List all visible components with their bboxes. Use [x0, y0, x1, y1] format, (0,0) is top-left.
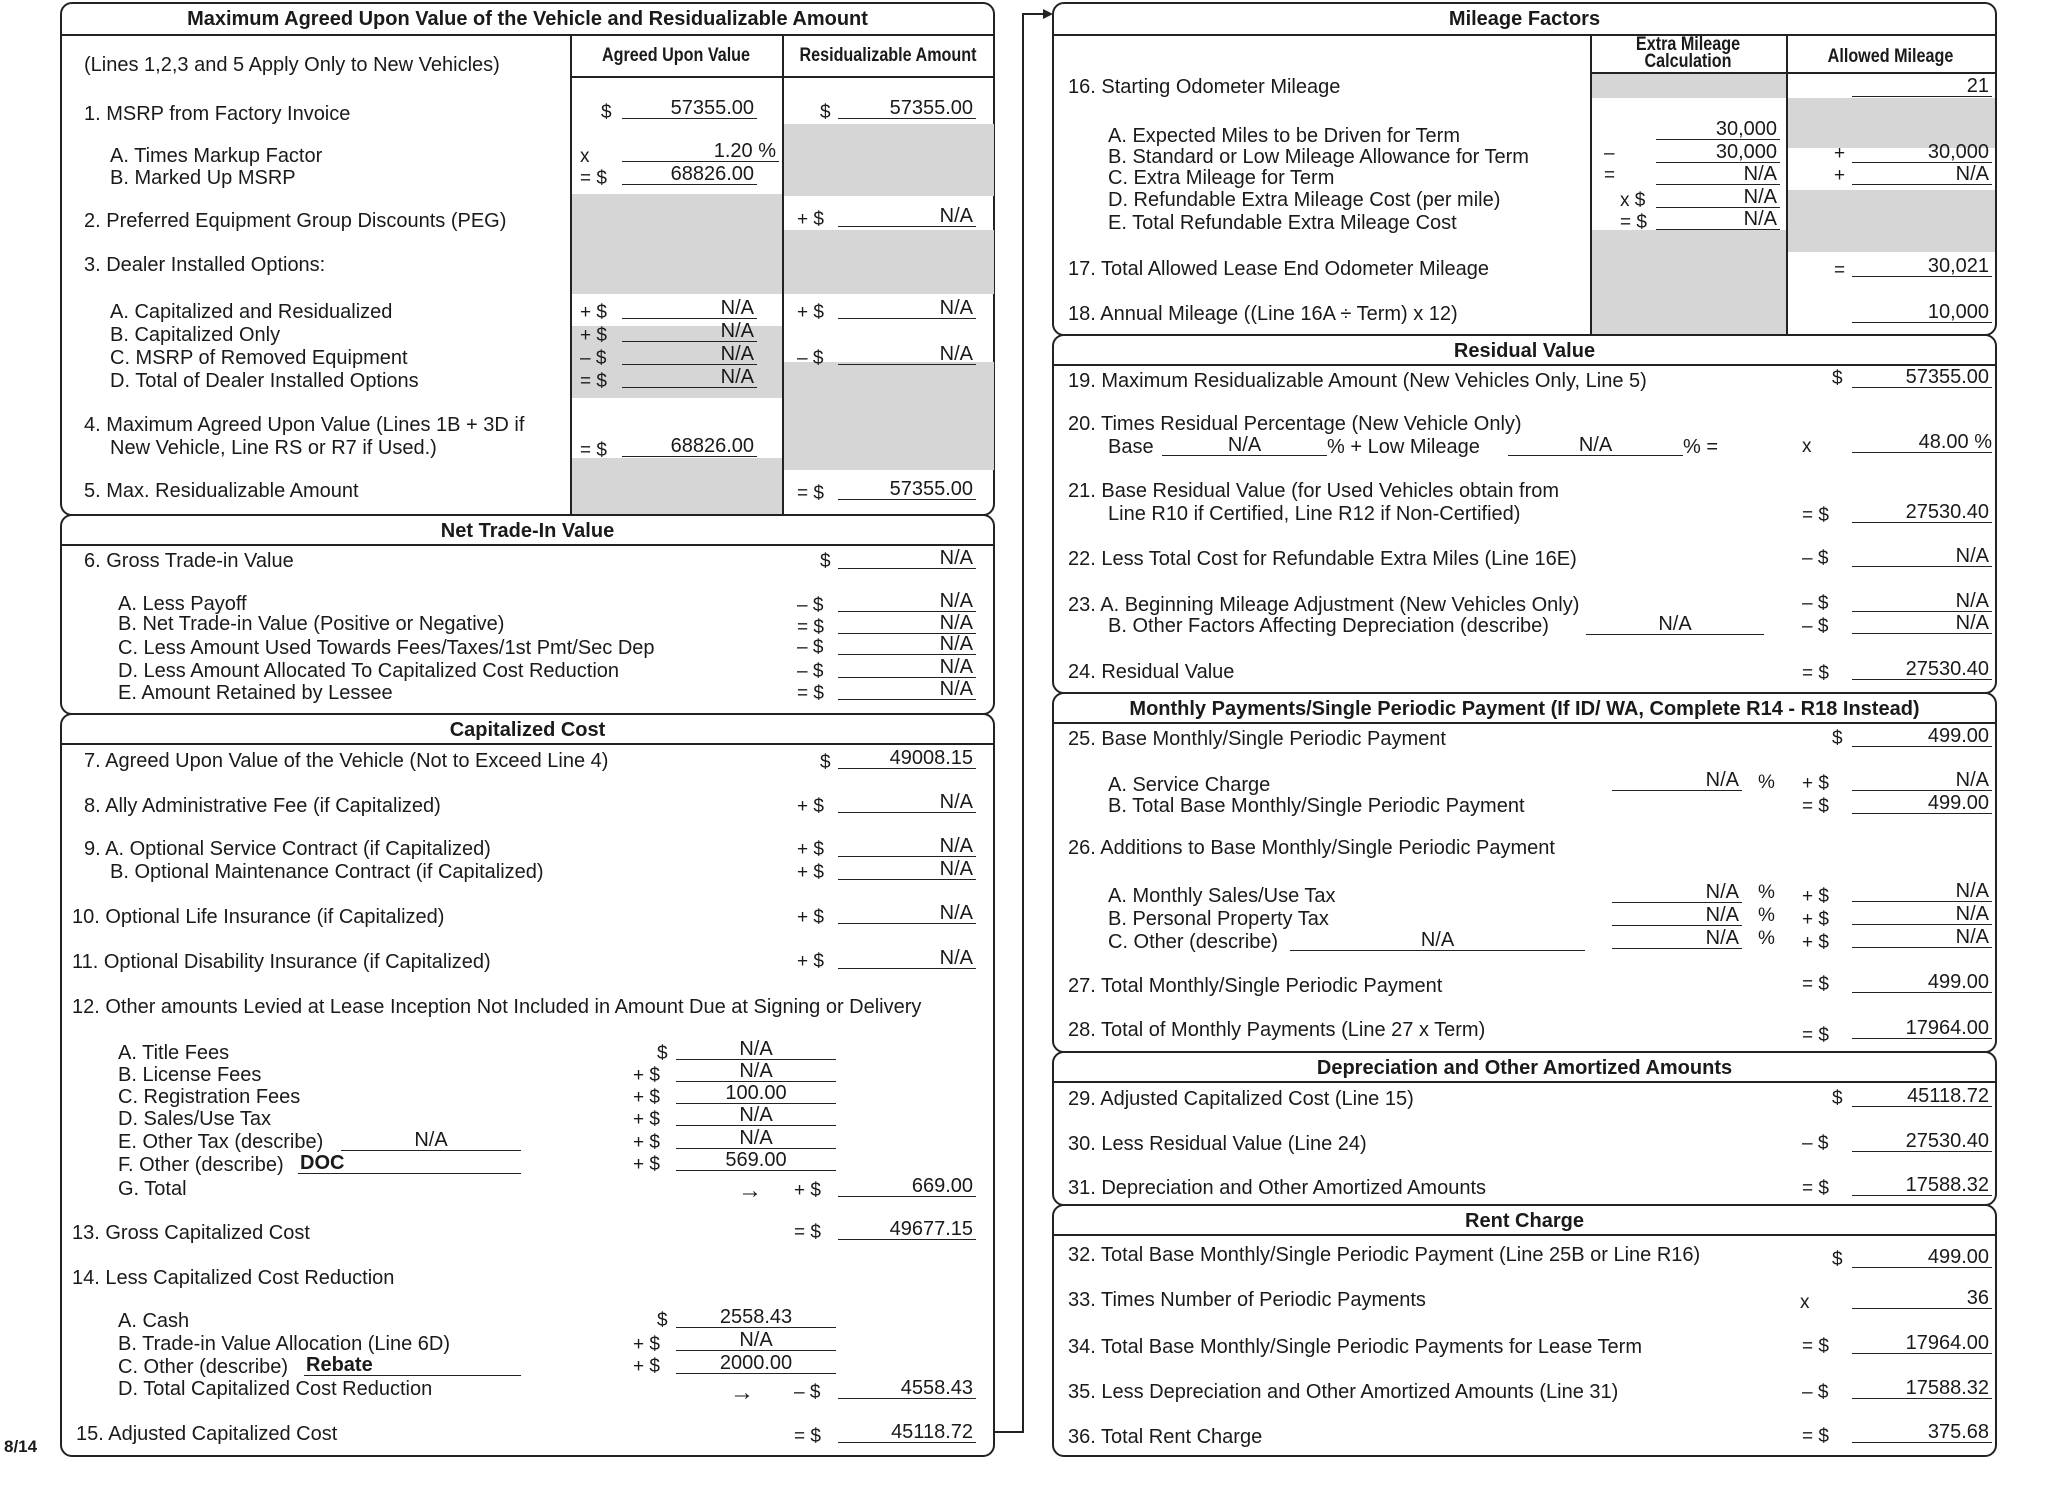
- op-times: x: [1800, 1292, 1810, 1313]
- line-20-field[interactable]: 48.00 %: [1852, 432, 1992, 453]
- line-33-label: 33. Times Number of Periodic Payments: [1068, 1289, 1426, 1311]
- note-new-vehicles: (Lines 1,2,3 and 5 Apply Only to New Vehicles): [84, 54, 500, 76]
- section-rent-charge: [1052, 1204, 1997, 1457]
- line-3-label: 3. Dealer Installed Options:: [84, 254, 326, 276]
- op-plus-dollar: + $: [580, 302, 607, 323]
- line-16c-label: C. Extra Mileage for Term: [1108, 167, 1335, 189]
- op-eq-dollar: = $: [797, 683, 824, 704]
- line-23b-describe-field[interactable]: N/A: [1586, 614, 1764, 635]
- line-14c-label: C. Other (describe): [118, 1356, 289, 1378]
- line-12f-describe-field[interactable]: DOC: [298, 1153, 521, 1174]
- line-1a-label: A. Times Markup Factor: [110, 145, 323, 167]
- line-31-field[interactable]: 17588.32: [1852, 1175, 1992, 1196]
- line-30-field[interactable]: 27530.40: [1852, 1131, 1992, 1152]
- line-34-label: 34. Total Base Monthly/Single Periodic Payments for Lease Term: [1068, 1336, 1643, 1358]
- op-minus: –: [1604, 143, 1615, 164]
- line-3a-agreed-field[interactable]: N/A: [622, 298, 757, 319]
- line-1a-field[interactable]: 1.20 %: [622, 141, 779, 162]
- op-minus-dollar: – $: [797, 595, 824, 616]
- op-minus-dollar: – $: [1802, 1382, 1829, 1403]
- op-dollar: $: [1832, 1088, 1843, 1109]
- line-10-field[interactable]: N/A: [838, 903, 976, 924]
- line-6-label: 6. Gross Trade-in Value: [84, 550, 294, 572]
- line-12g-field[interactable]: 669.00: [838, 1176, 976, 1197]
- line-25a-field[interactable]: N/A: [1852, 770, 1992, 791]
- op-eq-dollar: = $: [794, 1222, 821, 1243]
- line-4-label: 4. Maximum Agreed Upon Value (Lines 1B + 3D if: [84, 414, 525, 436]
- line-29-field[interactable]: 45118.72: [1852, 1086, 1992, 1107]
- op-minus-dollar: – $: [794, 1382, 821, 1403]
- line-3b-label: B. Capitalized Only: [110, 324, 281, 346]
- line-29-label: 29. Adjusted Capitalized Cost (Line 15): [1068, 1088, 1414, 1110]
- op-plus: +: [1834, 165, 1846, 186]
- line-34-field[interactable]: 17964.00: [1852, 1333, 1992, 1354]
- line-9a-field[interactable]: N/A: [838, 836, 976, 857]
- line-14a-field[interactable]: 2558.43: [676, 1307, 836, 1328]
- line-12g-label: G. Total: [118, 1178, 187, 1200]
- line-12c-field[interactable]: 100.00: [676, 1083, 836, 1104]
- op-plus-dollar: + $: [633, 1065, 660, 1086]
- line-26c-describe-field[interactable]: N/A: [1290, 930, 1585, 951]
- line-26c-label: C. Other (describe): [1108, 931, 1279, 953]
- op-plus-dollar: + $: [1802, 932, 1829, 953]
- section-title: Net Trade-In Value: [440, 520, 615, 542]
- line-16-label: 16. Starting Odometer Mileage: [1068, 76, 1341, 98]
- line-25b-label: B. Total Base Monthly/Single Periodic Payment: [1108, 795, 1525, 817]
- line-26c-pct-field[interactable]: N/A: [1612, 928, 1742, 949]
- line-27-field[interactable]: 499.00: [1852, 972, 1992, 993]
- line-23a-label: 23. A. Beginning Mileage Adjustment (New Vehicles Only): [1068, 594, 1580, 616]
- line-33-field[interactable]: 36: [1852, 1288, 1992, 1309]
- line-31-label: 31. Depreciation and Other Amortized Amounts: [1068, 1177, 1487, 1199]
- line-21-field[interactable]: 27530.40: [1852, 502, 1992, 523]
- line-25a-label: A. Service Charge: [1108, 774, 1271, 796]
- op-plus-dollar: + $: [797, 302, 824, 323]
- op-eq-dollar: = $: [580, 371, 607, 392]
- section-title: Maximum Agreed Upon Value of the Vehicle and Residualizable Amount: [187, 8, 868, 30]
- line-1b-field[interactable]: 68826.00: [622, 164, 757, 185]
- line-12b-field[interactable]: N/A: [676, 1061, 836, 1082]
- line-25b-field[interactable]: 499.00: [1852, 793, 1992, 814]
- line-6b-label: B. Net Trade-in Value (Positive or Negative): [118, 613, 505, 635]
- line-3d-label: D. Total of Dealer Installed Options: [110, 370, 419, 392]
- op-pct: %: [1758, 905, 1775, 926]
- line-14b-label: B. Trade-in Value Allocation (Line 6D): [118, 1333, 451, 1355]
- section-title: Depreciation and Other Amortized Amounts: [1316, 1057, 1733, 1079]
- line-5-label: 5. Max. Residualizable Amount: [84, 480, 359, 502]
- line-28-field[interactable]: 17964.00: [1852, 1018, 1992, 1039]
- op-pct: %: [1758, 772, 1775, 793]
- section-title: Capitalized Cost: [449, 719, 606, 741]
- op-eq-dollar: = $: [1802, 1426, 1829, 1447]
- line-12e-field[interactable]: N/A: [676, 1128, 836, 1149]
- op-minus-dollar: – $: [797, 637, 824, 658]
- line-15-field[interactable]: 45118.72: [838, 1422, 976, 1443]
- op-plus-dollar: + $: [1802, 773, 1829, 794]
- line-26a-field[interactable]: N/A: [1852, 881, 1992, 902]
- line-1-label: 1. MSRP from Factory Invoice: [84, 103, 351, 125]
- line-12b-label: B. License Fees: [118, 1064, 262, 1086]
- op-plus-dollar: + $: [633, 1356, 660, 1377]
- line-20-label: 20. Times Residual Percentage (New Vehicle Only): [1068, 413, 1522, 435]
- op-dollar: $: [820, 551, 831, 572]
- line-24-label: 24. Residual Value: [1068, 661, 1235, 683]
- line-3a-label: A. Capitalized and Residualized: [110, 301, 393, 323]
- line-22-field[interactable]: N/A: [1852, 546, 1992, 567]
- op-dollar: $: [657, 1043, 668, 1064]
- op-pct: %: [1758, 882, 1775, 903]
- line-12-label: 12. Other amounts Levied at Lease Inception Not Included in Amount Due at Signing or Delivery: [72, 996, 922, 1018]
- line-3a-resid-field[interactable]: N/A: [838, 298, 976, 319]
- op-dollar: $: [1832, 1249, 1843, 1270]
- line-26a-pct-field[interactable]: N/A: [1612, 882, 1742, 903]
- line-20-pct-eq: % =: [1683, 436, 1719, 458]
- line-12a-field[interactable]: N/A: [676, 1039, 836, 1060]
- op-minus-dollar: – $: [1802, 593, 1829, 614]
- op-plus-dollar: + $: [794, 1180, 821, 1201]
- section-title: Rent Charge: [1465, 1210, 1584, 1232]
- line-6c-label: C. Less Amount Used Towards Fees/Taxes/1st Pmt/Sec Dep: [118, 637, 655, 659]
- line-16d-label: D. Refundable Extra Mileage Cost (per mile): [1108, 189, 1501, 211]
- line-4-label-cont: New Vehicle, Line RS or R7 if Used.): [110, 437, 437, 459]
- line-16e-extra-field[interactable]: N/A: [1656, 209, 1780, 230]
- line-23a-field[interactable]: N/A: [1852, 591, 1992, 612]
- op-plus-dollar: + $: [1802, 886, 1829, 907]
- line-10-label: 10. Optional Life Insurance (if Capitalized): [72, 906, 445, 928]
- line-26c-field[interactable]: N/A: [1852, 927, 1992, 948]
- op-minus-dollar: – $: [1802, 616, 1829, 637]
- line-35-label: 35. Less Depreciation and Other Amortized Amounts (Line 31): [1068, 1381, 1619, 1403]
- op-eq-dollar: = $: [1620, 212, 1647, 233]
- op-eq-dollar: = $: [1802, 1336, 1829, 1357]
- column-header-extra-mileage: Extra Mileage Calculation: [1635, 34, 1741, 72]
- line-36-label: 36. Total Rent Charge: [1068, 1426, 1263, 1448]
- line-11-field[interactable]: N/A: [838, 948, 976, 969]
- op-dollar: $: [820, 102, 831, 123]
- line-5-resid-field[interactable]: 57355.00: [838, 479, 976, 500]
- op-eq: =: [1834, 260, 1846, 281]
- line-1-resid-field[interactable]: 57355.00: [838, 98, 976, 119]
- line-3c-resid-field[interactable]: N/A: [838, 344, 976, 365]
- op-times: x: [580, 146, 590, 167]
- line-12d-label: D. Sales/Use Tax: [118, 1108, 272, 1130]
- line-1b-label: B. Marked Up MSRP: [110, 167, 296, 189]
- line-20-low-field[interactable]: N/A: [1508, 435, 1683, 456]
- line-6d-label: D. Less Amount Allocated To Capitalized Cost Reduction: [118, 660, 620, 682]
- line-16e-label: E. Total Refundable Extra Mileage Cost: [1108, 212, 1457, 234]
- line-16d-extra-field[interactable]: N/A: [1656, 187, 1780, 208]
- line-6e-label: E. Amount Retained by Lessee: [118, 682, 393, 704]
- line-28-label: 28. Total of Monthly Payments (Line 27 x Term): [1068, 1019, 1486, 1041]
- line-18-label: 18. Annual Mileage ((Line 16A ÷ Term) x 12): [1068, 303, 1458, 325]
- line-16b-allowed-field[interactable]: 30,000: [1852, 142, 1992, 163]
- line-22-label: 22. Less Total Cost for Refundable Extra Miles (Line 16E): [1068, 548, 1577, 570]
- op-plus-dollar: + $: [1802, 909, 1829, 930]
- line-12f-field[interactable]: 569.00: [676, 1150, 836, 1171]
- line-19-field[interactable]: 57355.00: [1852, 367, 1992, 388]
- column-header-allowed-mileage: Allowed Mileage: [1827, 46, 1954, 67]
- op-minus-dollar: – $: [1802, 548, 1829, 569]
- op-pct: %: [1758, 928, 1775, 949]
- op-plus-dollar: + $: [580, 325, 607, 346]
- line-1-agreed-field[interactable]: 57355.00: [622, 98, 757, 119]
- op-plus-dollar: + $: [797, 907, 824, 928]
- page-number: 8/14: [4, 1437, 38, 1456]
- section-title: Monthly Payments/Single Periodic Payment (If ID/ WA, Complete R14 - R18 Instead): [1129, 698, 1920, 720]
- op-minus-dollar: – $: [1802, 1133, 1829, 1154]
- op-plus-dollar: + $: [633, 1109, 660, 1130]
- line-4-agreed-field[interactable]: 68826.00: [622, 436, 757, 457]
- line-25-label: 25. Base Monthly/Single Periodic Payment: [1068, 728, 1446, 750]
- line-23b-label: B. Other Factors Affecting Depreciation (describe): [1108, 615, 1549, 637]
- line-12c-label: C. Registration Fees: [118, 1086, 301, 1108]
- line-6e-field[interactable]: N/A: [838, 679, 976, 700]
- line-8-field[interactable]: N/A: [838, 792, 976, 813]
- line-8-label: 8. Ally Administrative Fee (if Capitalized): [84, 795, 441, 817]
- op-minus-dollar: – $: [797, 348, 824, 369]
- line-14c-describe-field[interactable]: Rebate: [304, 1355, 521, 1376]
- line-36-field[interactable]: 375.68: [1852, 1422, 1992, 1443]
- line-16a-label: A. Expected Miles to be Driven for Term: [1108, 125, 1460, 147]
- line-26b-pct-field[interactable]: N/A: [1612, 905, 1742, 926]
- line-3c-agreed-field[interactable]: N/A: [622, 344, 757, 365]
- op-minus-dollar: – $: [797, 661, 824, 682]
- op-minus-dollar: – $: [580, 348, 607, 369]
- line-26a-label: A. Monthly Sales/Use Tax: [1108, 885, 1336, 907]
- op-plus-dollar: + $: [797, 796, 824, 817]
- op-eq-dollar: = $: [797, 483, 824, 504]
- line-32-label: 32. Total Base Monthly/Single Periodic Payment (Line 25B or Line R16): [1068, 1244, 1701, 1266]
- op-x-dollar: x $: [1620, 190, 1646, 211]
- line-16-allowed-field[interactable]: 21: [1852, 76, 1992, 97]
- line-13-field[interactable]: 49677.15: [838, 1219, 976, 1240]
- line-26b-field[interactable]: N/A: [1852, 904, 1992, 925]
- line-16b-label: B. Standard or Low Mileage Allowance for Term: [1108, 146, 1529, 168]
- op-plus-dollar: + $: [797, 862, 824, 883]
- line-12a-label: A. Title Fees: [118, 1042, 230, 1064]
- line-3c-label: C. MSRP of Removed Equipment: [110, 347, 408, 369]
- line-9a-label: 9. A. Optional Service Contract (if Capitalized): [84, 838, 491, 860]
- line-7-label: 7. Agreed Upon Value of the Vehicle (Not to Exceed Line 4): [84, 750, 609, 772]
- op-dollar: $: [820, 752, 831, 773]
- op-plus-dollar: + $: [797, 951, 824, 972]
- line-12e-describe-field[interactable]: N/A: [341, 1130, 521, 1151]
- line-7-field[interactable]: 49008.15: [838, 748, 976, 769]
- line-27-label: 27. Total Monthly/Single Periodic Payment: [1068, 975, 1443, 997]
- line-6b-field[interactable]: N/A: [838, 613, 976, 634]
- line-20-low-label: % + Low Mileage: [1327, 436, 1480, 458]
- op-eq-dollar: = $: [1802, 505, 1829, 526]
- line-20-base-label: Base: [1108, 436, 1154, 458]
- line-20-base-field[interactable]: N/A: [1162, 435, 1327, 456]
- op-eq: =: [1604, 165, 1616, 186]
- line-24-field[interactable]: 27530.40: [1852, 659, 1992, 680]
- op-eq-dollar: = $: [580, 168, 607, 189]
- arrow-icon: →: [730, 1379, 754, 1406]
- op-plus-dollar: + $: [797, 209, 824, 230]
- op-eq-dollar: = $: [1802, 663, 1829, 684]
- line-11-label: 11. Optional Disability Insurance (if Capitalized): [72, 951, 491, 973]
- op-eq-dollar: = $: [1802, 1178, 1829, 1199]
- op-eq-dollar: = $: [794, 1426, 821, 1447]
- line-35-field[interactable]: 17588.32: [1852, 1378, 1992, 1399]
- line-3b-agreed-field[interactable]: N/A: [622, 321, 757, 342]
- line-23b-field[interactable]: N/A: [1852, 613, 1992, 634]
- line-13-label: 13. Gross Capitalized Cost: [72, 1222, 310, 1244]
- column-header-residualizable: Residualizable Amount: [799, 45, 977, 66]
- line-32-field[interactable]: 499.00: [1852, 1247, 1992, 1268]
- line-12f-label: F. Other (describe): [118, 1154, 284, 1176]
- line-15-label: 15. Adjusted Capitalized Cost: [76, 1423, 338, 1445]
- line-25-field[interactable]: 499.00: [1852, 726, 1992, 747]
- line-6a-field[interactable]: N/A: [838, 591, 976, 612]
- line-16c-allowed-field[interactable]: N/A: [1852, 164, 1992, 185]
- line-19-label: 19. Maximum Residualizable Amount (New Vehicles Only, Line 5): [1068, 370, 1647, 392]
- line-14c-field[interactable]: 2000.00: [676, 1353, 836, 1374]
- section-title: Mileage Factors: [1448, 8, 1601, 30]
- line-26b-label: B. Personal Property Tax: [1108, 908, 1329, 930]
- line-21-label: 21. Base Residual Value (for Used Vehicles obtain from: [1068, 480, 1560, 502]
- line-17-allowed-field[interactable]: 30,021: [1852, 256, 1992, 277]
- line-6c-field[interactable]: N/A: [838, 634, 976, 655]
- line-14-label: 14. Less Capitalized Cost Reduction: [72, 1267, 395, 1289]
- line-6-field[interactable]: N/A: [838, 548, 976, 569]
- line-26-label: 26. Additions to Base Monthly/Single Periodic Payment: [1068, 837, 1555, 859]
- op-plus-dollar: + $: [633, 1154, 660, 1175]
- line-14b-field[interactable]: N/A: [676, 1330, 836, 1351]
- line-12d-field[interactable]: N/A: [676, 1105, 836, 1126]
- column-header-agreed: Agreed Upon Value: [601, 45, 751, 66]
- line-6a-label: A. Less Payoff: [118, 593, 247, 615]
- line-14d-field[interactable]: 4558.43: [838, 1378, 976, 1399]
- op-dollar: $: [657, 1310, 668, 1331]
- op-plus-dollar: + $: [633, 1132, 660, 1153]
- line-2-resid-field[interactable]: N/A: [838, 206, 976, 227]
- op-plus: +: [1834, 143, 1846, 164]
- line-6d-field[interactable]: N/A: [838, 657, 976, 678]
- line-18-allowed-field[interactable]: 10,000: [1852, 302, 1992, 323]
- op-eq-dollar: = $: [1802, 974, 1829, 995]
- line-16b-extra-field[interactable]: 30,000: [1656, 142, 1780, 163]
- op-dollar: $: [1832, 728, 1843, 749]
- op-eq-dollar: = $: [580, 440, 607, 461]
- line-14d-label: D. Total Capitalized Cost Reduction: [118, 1378, 433, 1400]
- line-12e-label: E. Other Tax (describe): [118, 1131, 324, 1153]
- line-3d-agreed-field[interactable]: N/A: [622, 367, 757, 388]
- line-25a-pct-field[interactable]: N/A: [1612, 770, 1742, 791]
- op-plus-dollar: + $: [797, 839, 824, 860]
- line-9b-field[interactable]: N/A: [838, 859, 976, 880]
- op-eq-dollar: = $: [1802, 796, 1829, 817]
- line-16c-extra-field[interactable]: N/A: [1656, 164, 1780, 185]
- op-eq-dollar: = $: [797, 617, 824, 638]
- arrow-icon: →: [738, 1177, 762, 1204]
- line-30-label: 30. Less Residual Value (Line 24): [1068, 1133, 1367, 1155]
- line-17-label: 17. Total Allowed Lease End Odometer Mileage: [1068, 258, 1490, 280]
- section-title: Residual Value: [1453, 340, 1596, 362]
- line-9b-label: B. Optional Maintenance Contract (if Capitalized): [110, 861, 544, 883]
- op-dollar: $: [1832, 368, 1843, 389]
- op-eq-dollar: = $: [1802, 1025, 1829, 1046]
- op-times: x: [1802, 436, 1812, 457]
- line-21-label-cont: Line R10 if Certified, Line R12 if Non-Certified): [1108, 503, 1521, 525]
- line-14a-label: A. Cash: [118, 1310, 190, 1332]
- op-dollar: $: [601, 102, 612, 123]
- op-plus-dollar: + $: [633, 1087, 660, 1108]
- line-16a-extra-field[interactable]: 30,000: [1656, 119, 1780, 140]
- op-plus-dollar: + $: [633, 1334, 660, 1355]
- line-2-label: 2. Preferred Equipment Group Discounts (PEG): [84, 210, 507, 232]
